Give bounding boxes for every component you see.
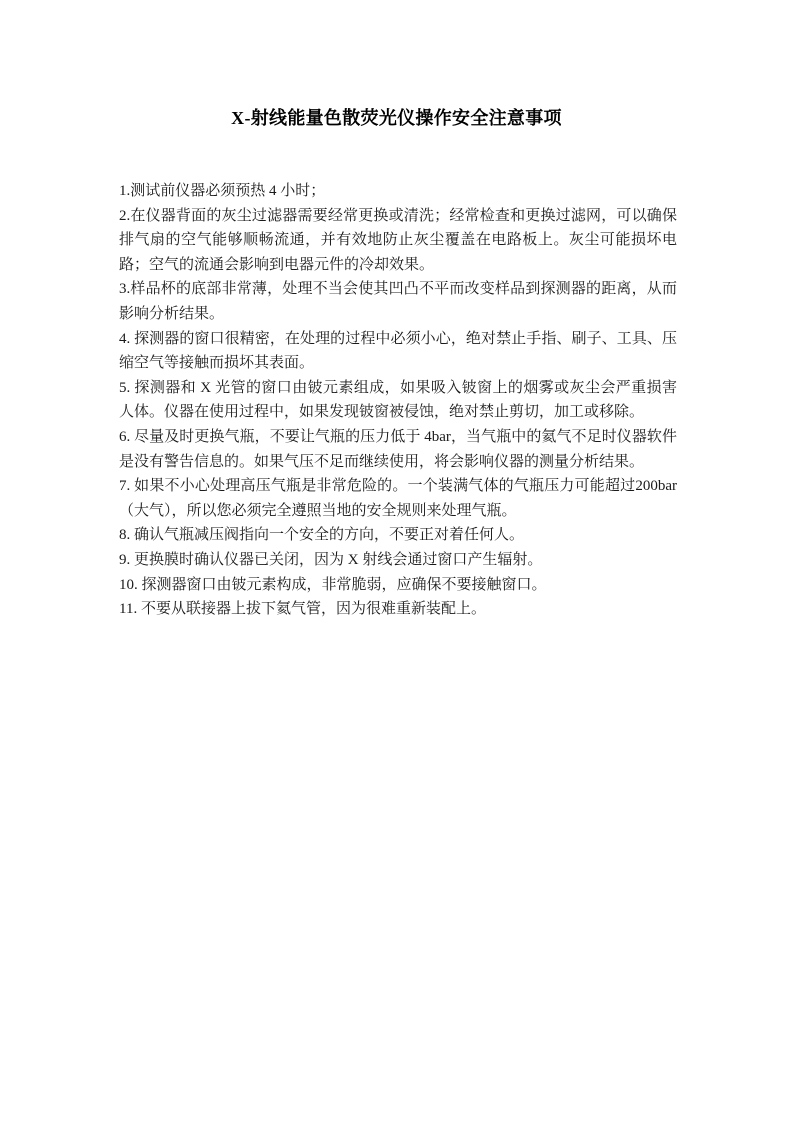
list-item: 10. 探测器窗口由铍元素构成，非常脆弱，应确保不要接触窗口。 — [119, 576, 547, 593]
document-title: X-射线能量色散荧光仪操作安全注意事项 — [231, 108, 562, 128]
list-item: 6. 尽量及时更换气瓶，不要让气瓶的压力低于 4bar，当气瓶中的氦气不足时仪器软件是没有警告信息的。如果气压不足而继续使用，将会影响仪器的测量分析结果。 — [119, 428, 677, 470]
list-item: 3.样品杯的底部非常薄，处理不当会使其凹凸不平而改变样品到探测器的距离，从而影响分析结果。 — [119, 281, 677, 322]
list-item: 1.测试前仪器必须预热 4 小时； — [119, 183, 326, 199]
list-item: 5. 探测器和 X 光管的窗口由铍元素组成，如果吸入铍窗上的烟雾或灰尘会严重损害人体。仪器在使用过程中，如果发现铍窗被侵蚀，绝对禁止剪切，加工或移除。 — [119, 379, 677, 421]
list-item: 7. 如果不小心处理高压气瓶是非常危险的。一个装满气体的气瓶压力可能超过200bar（大气），所以您必须完全遵照当地的安全规则来处理气瓶。 — [119, 478, 677, 519]
list-item: 4. 探测器的窗口很精密，在处理的过程中必须小心，绝对禁止手指、刷子、工具、压缩空气等接触而损坏其表面。 — [119, 330, 677, 372]
list-item: 11. 不要从联接器上拔下氦气管，因为很难重新装配上。 — [119, 601, 486, 618]
list-item: 8. 确认气瓶减压阀指向一个安全的方向，不要正对着任何人。 — [119, 527, 525, 544]
list-item: 9. 更换膜时确认仪器已关闭，因为 X 射线会通过窗口产生辐射。 — [119, 551, 543, 568]
document-body — [119, 179, 677, 622]
list-item: 2.在仪器背面的灰尘过滤器需要经常更换或清洗；经常检查和更换过滤网，可以确保排气扇的空气能够顺畅流通，并有效地防止灰尘覆盖在电路板上。灰尘可能损坏电路；空气的流通会影响到电器元件的冷却效果。 — [119, 207, 677, 273]
